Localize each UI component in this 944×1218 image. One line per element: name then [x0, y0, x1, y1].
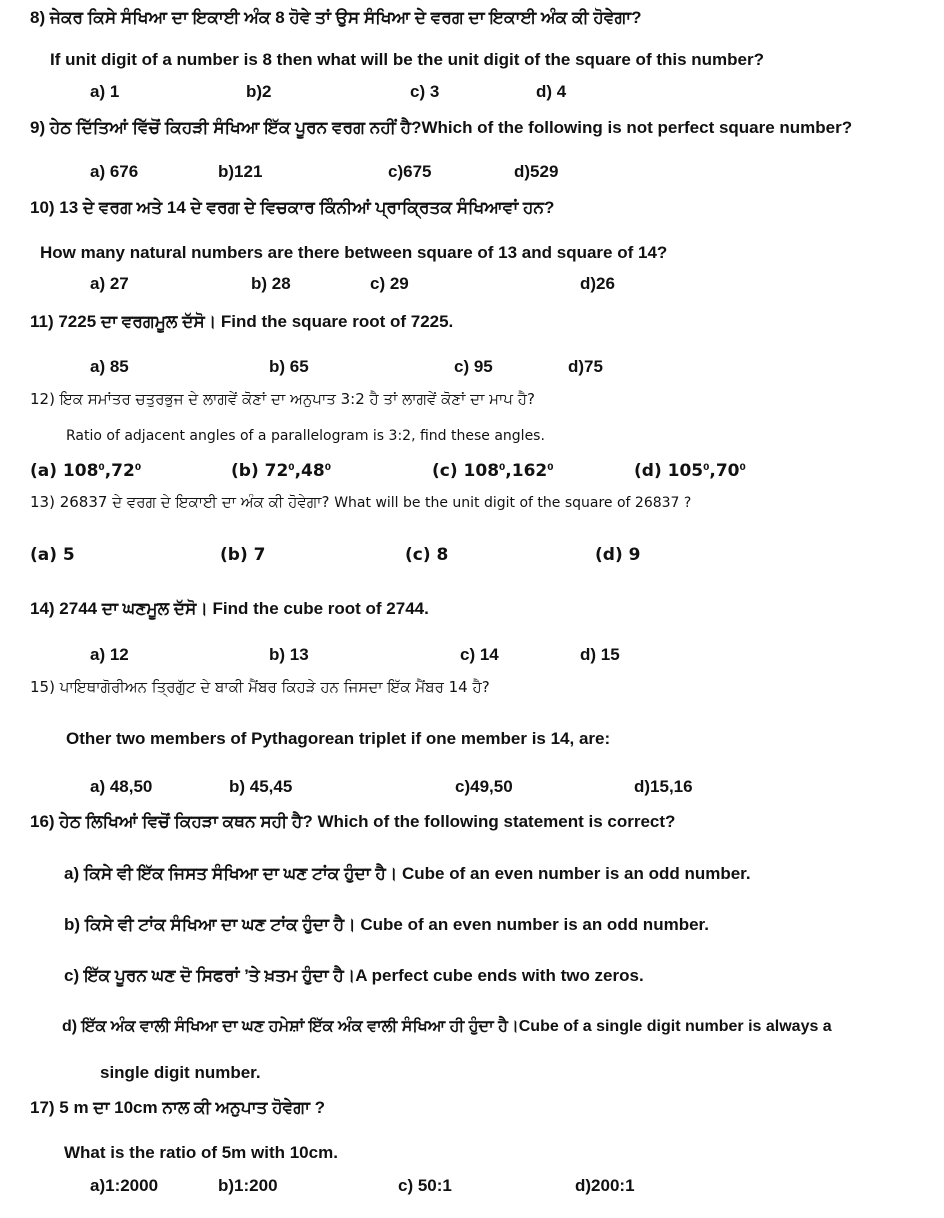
q8-english: If unit digit of a number is 8 then what will be the unit digit of the square of this number? [50, 50, 764, 69]
q15-option-c: c)49,50 [455, 777, 513, 796]
q10-option-c: c) 29 [370, 274, 409, 293]
q14-option-d: d) 15 [580, 645, 620, 664]
q9-option-d: d)529 [514, 162, 559, 181]
q13-option-a: (a) 5 [30, 545, 75, 565]
q15-option-b: b) 45,45 [229, 777, 293, 796]
q14-option-c: c) 14 [460, 645, 499, 664]
q14-option-a: a) 12 [90, 645, 129, 664]
q12-option-d: (d) $105^0,70^0$ [634, 461, 746, 481]
q13-option-d: (d) 9 [595, 545, 641, 565]
q9-option-a: a) 676 [90, 162, 139, 181]
q8-punjabi: 8) ਜੇਕਰ ਕਿਸੇ ਸੰਖਿਆ ਦਾ ਇਕਾਈ ਅੰਕ 8 ਹੋਵੇ ਤਾਂ ਉਸ ਸੰਖਿਆ ਦੇ ਵਰਗ ਦਾ ਇਕਾਈ ਅੰਕ ਕੀ ਹੋਵੇਗਾ? [30, 8, 642, 27]
q13-line [30, 492, 691, 513]
q13-option-c: (c) 8 [405, 545, 449, 565]
q16-statement-d: d) ਇੱਕ ਅੰਕ ਵਾਲੀ ਸੰਖਿਆ ਦਾ ਘਣ ਹਮੇਸ਼ਾਂ ਇੱਕ ਅੰਕ ਵਾਲੀ ਸੰਖਿਆ ਹੀ ਹੁੰਦਾ ਹੈ।Cube of a single digit number is always a [62, 1018, 832, 1035]
q12-option-a: (a) $108^0,72^0$ [30, 461, 142, 481]
q15-punjabi: 15) ਪਾਇਥਾਗੋਰੀਅਨ ਤ੍ਰਿਗੁੱਟ ਦੇ ਬਾਕੀ ਮੈਂਬਰ ਕਿਹੜੇ ਹਨ ਜਿਸਦਾ ਇੱਕ ਮੈਂਬਰ 14 ਹੈ? [30, 678, 490, 696]
q9-option-c: c)675 [388, 162, 432, 181]
q17-option-c: c) 50:1 [398, 1176, 452, 1195]
q16-statement-c: c) ਇੱਕ ਪੂਰਨ ਘਣ ਦੋ ਸਿਫਰਾਂ ’ਤੇ ਖ਼ਤਮ ਹੁੰਦਾ ਹੈ।A perfect cube ends with two zeros. [64, 966, 644, 985]
q11-option-a: a) 85 [90, 357, 129, 376]
q10-option-d: d)26 [580, 274, 615, 293]
q17-punjabi: 17) 5 m ਦਾ 10cm ਨਾਲ ਕੀ ਅਨੁਪਾਤ ਹੋਵੇਗਾ ? [30, 1098, 326, 1117]
q15-option-a: a) 48,50 [90, 777, 153, 796]
q13-punjabi: 13) 26837 ਦੇ ਵਰਗ ਦੇ ਇਕਾਈ ਦਾ ਅੰਕ ਕੀ ਹੋਵੇਗਾ? [30, 493, 330, 511]
q14-text: 14) 2744 ਦਾ ਘਣਮੂਲ ਦੱਸੋ। Find the cube root of 2744. [30, 599, 429, 618]
q9-text: 9) ਹੇਠ ਦਿੱਤਿਆਂ ਵਿੱਚੋਂ ਕਿਹੜੀ ਸੰਖਿਆ ਇੱਕ ਪੂਰਨ ਵਰਗ ਨਹੀਂ ਹੈ?Which of the following is not perfect square number? [30, 118, 853, 137]
q12-option-b: (b) $72^0,48^0$ [231, 461, 331, 481]
q8-option-a: a) 1 [90, 82, 120, 101]
q14-option-b: b) 13 [269, 645, 309, 664]
q10-option-a: a) 27 [90, 274, 129, 293]
q10-english: How many natural numbers are there between square of 13 and square of 14? [40, 243, 668, 262]
q9-option-b: b)121 [218, 162, 263, 181]
q11-option-c: c) 95 [454, 357, 493, 376]
q16-statement-b: b) ਕਿਸੇ ਵੀ ਟਾਂਕ ਸੰਖਿਆ ਦਾ ਘਣ ਟਾਂਕ ਹੁੰਦਾ ਹੈ। Cube of an even number is an odd number. [64, 915, 709, 934]
q17-english: What is the ratio of 5m with 10cm. [64, 1143, 338, 1162]
q11-option-d: d)75 [568, 357, 603, 376]
q12-punjabi: 12) ਇਕ ਸਮਾਂਤਰ ਚਤੁਰਭੁਜ ਦੇ ਲਾਗਵੇਂ ਕੋਣਾਂ ਦਾ ਅਨੁਪਾਤ 3:2 ਹੈ ਤਾਂ ਲਾਗਵੇਂ ਕੋਣਾਂ ਦਾ ਮਾਪ ਹੈ? [30, 390, 535, 408]
q11-option-b: b) 65 [269, 357, 309, 376]
q8-option-b: b)2 [246, 82, 272, 101]
q8-option-d: d) 4 [536, 82, 567, 101]
q17-option-b: b)1:200 [218, 1176, 278, 1195]
q12-english: Ratio of adjacent angles of a parallelogram is 3:2, find these angles. [66, 428, 545, 444]
q10-option-b: b) 28 [251, 274, 291, 293]
q16-statement-a: a) ਕਿਸੇ ਵੀ ਇੱਕ ਜਿਸਤ ਸੰਖਿਆ ਦਾ ਘਣ ਟਾਂਕ ਹੁੰਦਾ ਹੈ। Cube of an even number is an odd number. [64, 864, 751, 883]
q13-english: What will be the unit digit of the square of 26837 ? [334, 495, 692, 511]
q16-statement-d-cont: single digit number. [100, 1063, 261, 1082]
q11-text: 11) 7225 ਦਾ ਵਰਗਮੂਲ ਦੱਸੋ। Find the square root of 7225. [30, 312, 454, 331]
q16-text: 16) ਹੇਠ ਲਿਖਿਆਂ ਵਿਚੋਂ ਕਿਹੜਾ ਕਥਨ ਸਹੀ ਹੈ? Which of the following statement is correct? [30, 812, 676, 831]
q17-option-d: d)200:1 [575, 1176, 635, 1195]
q8-option-c: c) 3 [410, 82, 440, 101]
q15-english: Other two members of Pythagorean triplet if one member is 14, are: [66, 729, 611, 748]
q12-option-c: (c) $108^0,162^0$ [432, 461, 554, 481]
q17-option-a: a)1:2000 [90, 1176, 159, 1195]
q15-option-d: d)15,16 [634, 777, 693, 796]
q10-punjabi: 10) 13 ਦੇ ਵਰਗ ਅਤੇ 14 ਦੇ ਵਰਗ ਦੇ ਵਿਚਕਾਰ ਕਿੰਨੀਆਂ ਪ੍ਰਾਕ੍ਰਿਤਕ ਸੰਖਿਆਵਾਂ ਹਨ? [30, 198, 555, 217]
q13-option-b: (b) 7 [220, 545, 266, 565]
